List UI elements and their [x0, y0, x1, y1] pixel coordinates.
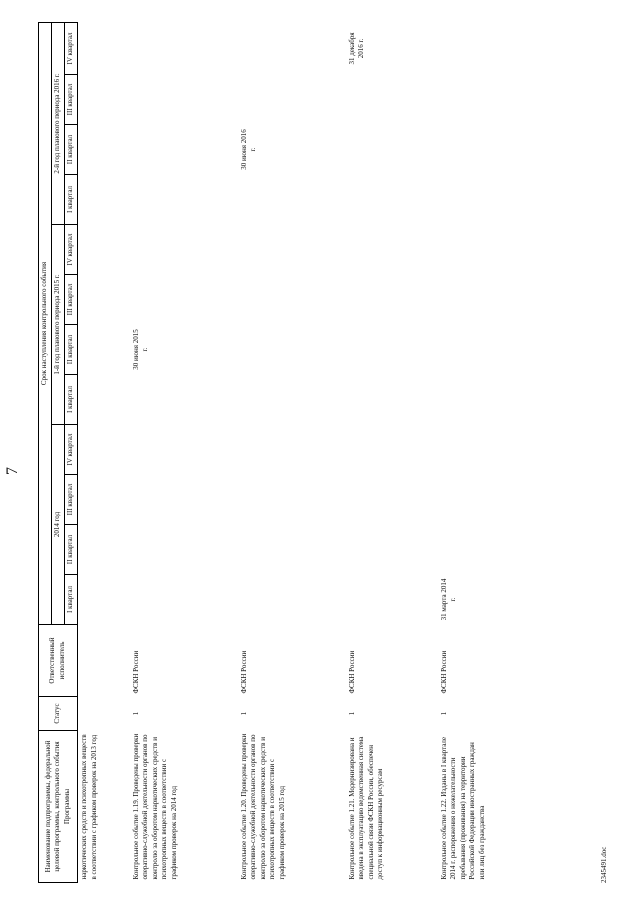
header-quarter: IV квартал: [65, 225, 78, 275]
control-events-table: [38, 23, 578, 883]
header-quarter: III квартал: [65, 275, 78, 325]
event-date: [346, 175, 438, 225]
event-name: Контрольное событие 1.21. Модернизирована и введена в эксплуатацию ведомственная система специальной связи ФСКН России, обеспечен доступ к информационным ресурсам: [347, 736, 385, 880]
event-date: [130, 75, 238, 125]
event-date: [438, 425, 546, 475]
event-status: 1: [131, 711, 140, 716]
event-executor: [78, 625, 130, 697]
event-name: Контрольное событие 1.19. Проведены проверки оперативно-служебной деятельности органов по контролю за оборотом наркотических средств и психотропных веществ в соответствии с графиком проверок на 2014 год: [131, 733, 178, 880]
header-year-2016: 2-й год планового периода 2016 г.: [52, 22, 65, 224]
header-quarter: IV квартал: [65, 22, 78, 74]
header-name: Наименование подпрограммы, федеральной целевой программы, контрольного события Программы: [39, 731, 78, 883]
event-date: [346, 275, 438, 325]
event-date: [130, 375, 238, 425]
header-year-2015: 1-й год планового периода 2015 г.: [52, 225, 65, 425]
event-date: [78, 22, 130, 74]
event-date: [438, 525, 546, 575]
event-date: [438, 275, 546, 325]
header-quarter: III квартал: [65, 75, 78, 125]
event-name: Контрольное событие 1.20. Проведены проверки оперативно-служебной деятельности органов по контролю за оборотом наркотических средств и психотропных веществ в соответствии с графиком проверок на 2015 год: [239, 733, 286, 880]
table-row: [346, 22, 438, 882]
event-date: [346, 125, 438, 175]
event-date: [438, 75, 546, 125]
event-date: [130, 125, 238, 175]
table-row: [238, 22, 346, 882]
header-quarter: III квартал: [65, 475, 78, 525]
header-quarter: I квартал: [65, 575, 78, 625]
event-date: [78, 175, 130, 225]
event-date: [238, 325, 346, 375]
event-date: [238, 575, 346, 625]
event-status: 1: [239, 711, 248, 716]
event-executor: ФСКН России: [131, 650, 140, 694]
event-date: [78, 475, 130, 525]
event-date: [346, 75, 438, 125]
document-footer: 2345491.doc: [600, 846, 608, 883]
header-quarter: IV квартал: [65, 425, 78, 475]
event-date: [346, 375, 438, 425]
event-date: [130, 475, 238, 525]
event-name: наркотических средств и психотропных веществ в соответствии с графиком проверок на 2013 год: [80, 734, 98, 880]
event-date: [130, 175, 238, 225]
event-name: Контрольное событие 1.22. Изданы в I квартале 2014 г. распоряжения о нежелательности пребывания (проживания) на территории Российской Федерации иностранных граждан или лиц без гражданства: [439, 736, 486, 880]
event-date: [438, 125, 546, 175]
event-date: [238, 425, 346, 475]
header-year-2014: 2014 год: [52, 425, 65, 625]
event-date: [438, 22, 546, 74]
event-date: [238, 175, 346, 225]
event-date: [130, 225, 238, 275]
event-date: 31 марта 2014 г.: [439, 578, 458, 621]
event-status: [78, 697, 130, 731]
page-number: 7: [4, 467, 21, 475]
header-quarter: I квартал: [65, 175, 78, 225]
event-date: [238, 525, 346, 575]
event-executor: ФСКН России: [239, 650, 248, 694]
event-date: [346, 425, 438, 475]
table-row: [130, 22, 238, 882]
event-status: 1: [439, 711, 448, 716]
header-quarter: I квартал: [65, 375, 78, 425]
event-date: [78, 375, 130, 425]
table-row: [78, 22, 130, 882]
event-date: [78, 75, 130, 125]
header-quarter: II квартал: [65, 325, 78, 375]
event-date: [78, 325, 130, 375]
event-executor: ФСКН России: [347, 650, 356, 694]
event-date: 30 июня 2015 г.: [131, 329, 150, 370]
event-date: [346, 225, 438, 275]
event-date: [130, 425, 238, 475]
event-date: [130, 275, 238, 325]
event-status: 1: [347, 711, 356, 716]
event-date: [238, 225, 346, 275]
event-date: [78, 225, 130, 275]
event-date: [130, 22, 238, 74]
event-date: [438, 325, 546, 375]
event-date: 31 декабря 2016 г.: [347, 32, 366, 65]
event-date: [238, 22, 346, 74]
event-date: [78, 125, 130, 175]
event-date: [346, 525, 438, 575]
header-deadline: Срок наступления контрольного события: [39, 22, 52, 624]
event-date: [78, 425, 130, 475]
event-date: [130, 525, 238, 575]
header-executor: Ответственный исполнитель: [39, 625, 78, 697]
header-quarter: II квартал: [65, 125, 78, 175]
table-row: [438, 22, 546, 882]
event-date: [78, 525, 130, 575]
event-date: [346, 475, 438, 525]
event-date: [438, 475, 546, 525]
event-date: [438, 225, 546, 275]
header-status: Статус: [39, 697, 78, 731]
event-executor: ФСКН России: [439, 650, 448, 694]
event-date: 30 июня 2016 г.: [239, 129, 258, 170]
event-date: [78, 575, 130, 625]
event-date: [238, 75, 346, 125]
event-date: [346, 575, 438, 625]
event-date: [438, 175, 546, 225]
event-date: [78, 275, 130, 325]
event-date: [238, 375, 346, 425]
event-date: [130, 575, 238, 625]
event-date: [238, 475, 346, 525]
event-date: [346, 325, 438, 375]
event-date: [438, 375, 546, 425]
event-date: [238, 275, 346, 325]
header-quarter: II квартал: [65, 525, 78, 575]
